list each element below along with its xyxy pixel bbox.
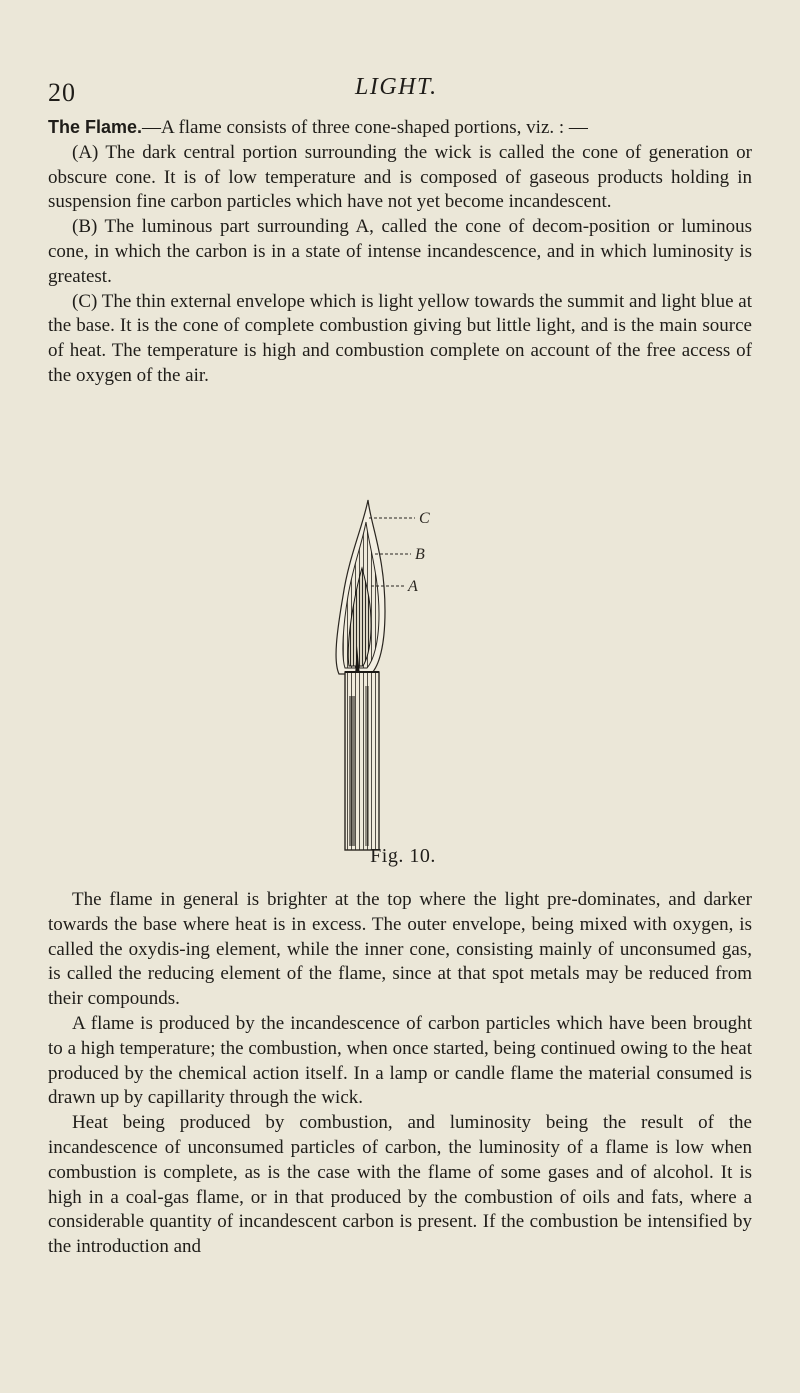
upper-text-block [48, 115, 752, 389]
figure-caption-text: Fig. 10. [370, 845, 436, 867]
cone-a-paragraph: (A) The dark central portion surrounding the wick is called the cone of generation or obscure cone. It is of low temperature and is composed of gaseous products holding in suspension fine carbon particles which have not yet become incandescent. [48, 141, 752, 213]
section-lead-heading: The Flame. [48, 117, 143, 137]
label-b: B [415, 546, 425, 563]
flame-brightness-paragraph: The flame in general is brighter at the top where the light pre-dominates, and darker towards the base where heat is in excess. The outer envelope, being mixed with oxygen, is called the oxydis-ing element, while the inner cone, consisting mainly of unconsumed gas, is called the reducing element of the flame, since at that spot metals may be reduced from their compounds. [48, 889, 752, 1010]
cone-b-paragraph: (B) The luminous part surrounding A, called the cone of decom-position or luminous cone, in which the carbon is in a state of intense incandescence, and in which luminosity is greatest. [48, 216, 752, 287]
section-intro-text: —A flame consists of three cone-shaped portions, viz. : — [142, 117, 588, 138]
section-intro-paragraph [48, 115, 752, 141]
heat-luminosity-paragraph: Heat being produced by combustion, and luminosity being the result of the incandescence of unconsumed particles of carbon, the luminosity of a flame is low when combustion is complete, as is the case with the flame of some gases and of alcohol. It is high in a coal-gas flame, or in that produced by the combustion of oils and fats, where a considerable quantity of incandescent carbon is present. If the combustion be intensified by the introduction and [48, 1112, 752, 1258]
label-c: C [419, 510, 430, 527]
candle-flame-illustration [335, 496, 475, 852]
lower-text-block [48, 888, 752, 1260]
flame-production-paragraph: A flame is produced by the incandescence of carbon particles which have been brought to a high temperature; the combustion, when once started, being continued owing to the heat produced by the chemical action itself. In a lamp or candle flame the material consumed is drawn up by capillarity through the wick. [48, 1012, 752, 1109]
figure-caption [0, 845, 800, 868]
cone-c-paragraph: (C) The thin external envelope which is light yellow towards the summit and light blue at the base. It is the cone of complete combustion giving but little light, and is the main source of heat. The temperature is high and combustion complete on account of the free access of the oxygen of the air. [48, 290, 752, 386]
flame-figure [335, 496, 475, 852]
running-head: LIGHT. [355, 74, 438, 100]
label-a: A [408, 578, 418, 595]
page-number: 20 [48, 78, 76, 107]
